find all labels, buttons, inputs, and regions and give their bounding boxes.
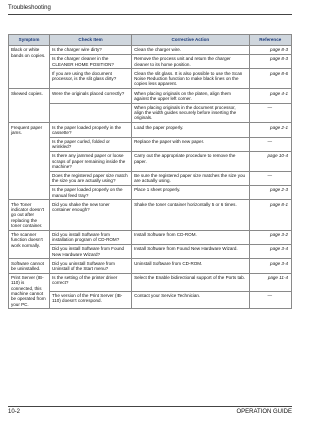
corrective-action-cell: Clean the charger wire. — [132, 46, 249, 55]
symptom-cell: The scanner function doesn't work normally. — [9, 230, 50, 259]
footer-rule — [8, 406, 292, 407]
check-item-cell: The version of the Print Server (IB-110) doesn't correspond. — [50, 291, 132, 309]
check-item-cell: Did you install Software from installation program of CD-ROM? — [50, 230, 132, 244]
reference-cell: — — [249, 137, 291, 151]
symptom-cell: Print Server (IB-110) is connected, this machine cannot be operated from your PC. — [9, 273, 50, 309]
reference-cell: page 10-4 — [249, 151, 291, 171]
corrective-action-cell: Replace the paper with new paper. — [132, 137, 249, 151]
check-item-cell: Does the registered paper size match the size you are actually using? — [50, 171, 132, 185]
column-header-symptom: Symptom — [9, 35, 50, 46]
page-number: 10-2 — [8, 409, 21, 415]
symptom-cell: Frequent paper jams. — [9, 123, 50, 200]
corrective-action-cell: Place 1 sheet properly. — [132, 185, 249, 199]
reference-cell: page 3-2 — [249, 230, 291, 244]
table-row — [9, 55, 292, 69]
table-row — [9, 171, 292, 185]
check-item-cell: Is the paper loaded properly on the manual feed tray? — [50, 185, 132, 199]
corrective-action-cell: Select the Enable bidirectional support of the Ports tab. — [132, 273, 249, 291]
reference-cell: page 4-1 — [249, 89, 291, 103]
corrective-action-cell: Clean the slit glass. It is also possible to use the Scan Noise Reduction function to make black lines on the copies less apparent. — [132, 69, 249, 89]
table-header-row — [9, 35, 292, 46]
check-item-cell: Is the paper loaded properly in the cassette? — [50, 123, 132, 137]
check-item-cell: Is the setting of the printer driver correct? — [50, 273, 132, 291]
reference-cell: page 8-3 — [249, 46, 291, 55]
corrective-action-cell: Carry out the appropriate procedure to remove the paper. — [132, 151, 249, 171]
check-item-cell: Is the paper curled, folded or wrinkled? — [50, 137, 132, 151]
reference-cell: — — [249, 171, 291, 185]
corrective-action-cell: Install Software from CD-ROM. — [132, 230, 249, 244]
corrective-action-cell: Remove the process unit and return the charger cleaner to its home position. — [132, 55, 249, 69]
check-item-cell: If you are using the document processor, is the slit glass dirty? — [50, 69, 132, 89]
column-header-reference: Reference — [249, 35, 291, 46]
corrective-action-cell: Contact your Service Technician. — [132, 291, 249, 309]
reference-cell: page 8-3 — [249, 55, 291, 69]
table-row — [9, 151, 292, 171]
table-row — [9, 291, 292, 309]
column-header-check-item: Check Item — [50, 35, 132, 46]
corrective-action-cell: Load the paper properly. — [132, 123, 249, 137]
corrective-action-cell: Shake the toner container horizontally 5 or 6 times. — [132, 200, 249, 230]
check-item-cell: Were the originals placed correctly? — [50, 89, 132, 103]
check-item-cell — [50, 103, 132, 123]
reference-cell: page 8-6 — [249, 69, 291, 89]
guide-name: OPERATION GUIDE — [236, 409, 292, 415]
reference-cell: page 3-4 — [249, 259, 291, 273]
reference-cell: page 2-1 — [249, 123, 291, 137]
reference-cell: page 11-4 — [249, 273, 291, 291]
symptom-cell: The Toner indicator doesn't go out after replacing the toner container. — [9, 200, 50, 230]
table-row — [9, 259, 292, 273]
corrective-action-cell: Uninstall Software from CD-ROM. — [132, 259, 249, 273]
check-item-cell: Is the charger cleaner in the CLEANER HOME POSITION? — [50, 55, 132, 69]
table-row — [9, 244, 292, 258]
reference-cell: page 2-3 — [249, 185, 291, 199]
corrective-action-cell: When placing originals in the document processor, align the width guides securely before inserting the originals. — [132, 103, 249, 123]
section-header: Troubleshooting — [8, 5, 51, 11]
table-row — [9, 123, 292, 137]
symptom-cell: Software cannot be uninstalled. — [9, 259, 50, 273]
corrective-action-cell: When placing originals on the platen, align them against the upper left corner. — [132, 89, 249, 103]
table-row — [9, 230, 292, 244]
table-row — [9, 103, 292, 123]
corrective-action-cell: Install Software from Found New Hardware Wizard. — [132, 244, 249, 258]
table-row — [9, 273, 292, 291]
table-row — [9, 89, 292, 103]
check-item-cell: Did you uninstall Software from Uninstall of the Start menu? — [50, 259, 132, 273]
table-row — [9, 137, 292, 151]
symptom-cell: Skewed copies. — [9, 89, 50, 123]
check-item-cell: Did you install Software from Found New Hardware Wizard? — [50, 244, 132, 258]
corrective-action-cell: Be sure the registered paper size matches the size you are actually using. — [132, 171, 249, 185]
table-row — [9, 69, 292, 89]
check-item-cell: Is the charger wire dirty? — [50, 46, 132, 55]
column-header-corrective-action: Corrective Action — [132, 35, 249, 46]
check-item-cell: Is there any jammed paper or loose scraps of paper remaining inside the machine? — [50, 151, 132, 171]
symptom-cell: Black or white bands on copies. — [9, 46, 50, 89]
header-rule — [8, 14, 292, 15]
table-row — [9, 200, 292, 230]
reference-cell: page 3-4 — [249, 244, 291, 258]
reference-cell: page 8-1 — [249, 200, 291, 230]
check-item-cell: Did you shake the new toner container enough? — [50, 200, 132, 230]
reference-cell: — — [249, 291, 291, 309]
troubleshooting-table — [8, 34, 292, 309]
table-row — [9, 185, 292, 199]
reference-cell: — — [249, 103, 291, 123]
table-row — [9, 46, 292, 55]
